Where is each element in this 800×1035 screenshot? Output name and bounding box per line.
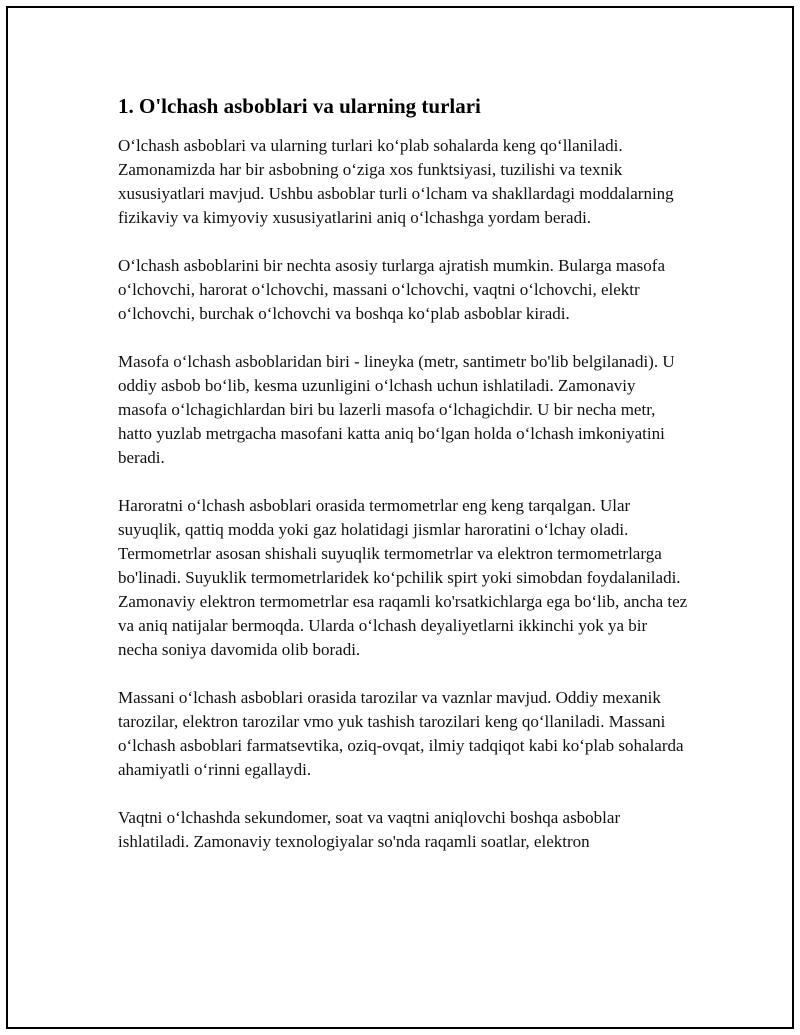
- paragraph-distance: Masofa o‘lchash asboblaridan biri - lineyka (metr, santimetr bo'lib belgilanadi). U oddiy asbob bo‘lib, kesma uzunligini o‘lchash uchun ishlatiladi. Zamonaviy masofa o‘lchagichlardan biri bu lazerli masofa o‘lchagichdir. U bir necha metr, hatto yuzlab metrgacha masofani katta aniq bo‘lgan holda o‘lchash imkoniyatini beradi.: [118, 352, 675, 467]
- section-heading: 1. O'lchash asboblari va ularning turlari: [118, 94, 481, 118]
- paragraph-intro: O‘lchash asboblari va ularning turlari ko‘plab sohalarda keng qo‘llaniladi. Zamonamizda har bir asbobning o‘ziga xos funktsiyasi, tuzilishi va texnik xususiyatlari mavjud. Ushbu asboblar turli o‘lcham va shakllardagi moddalarning fizikaviy va kimyoviy xususiyatlarini aniq o‘lchashga yordam beradi.: [118, 136, 674, 227]
- document-body: [118, 92, 688, 878]
- paragraph-mass: Massani o‘lchash asboblari orasida tarozilar va vaznlar mavjud. Oddiy mexanik tarozilar, elektron tarozilar vmo yuk tashish tarozilari keng qo‘llaniladi. Massani o‘lchash asboblari farmatsevtika, oziq-ovqat, ilmiy tadqiqot kabi ko‘plab sohalarda ahamiyatli o‘rinni egallaydi.: [118, 688, 684, 779]
- paragraph-temperature: Haroratni o‘lchash asboblari orasida termometrlar eng keng tarqalgan. Ular suyuqlik, qattiq modda yoki gaz holatidagi jismlar haroratini o‘lchay oladi. Termometrlar asosan shishali suyuqlik termometrlar va elektron termometrlarga bo'linadi. Suyuklik termometrlaridek ko‘pchilik spirt yoki simobdan foydalaniladi. Zamonaviy elektron termometrlar esa raqamli ko'rsatkichlarga ega bo‘lib, ancha tez va aniq natijalar bermoqda. Ularda o‘lchash deyaliyetlarni ikkinchi yok ya bir necha soniya davomida olib boradi.: [118, 496, 688, 659]
- paragraph-types: O‘lchash asboblarini bir nechta asosiy turlarga ajratish mumkin. Bularga masofa o‘lchovchi, harorat o‘lchovchi, massani o‘lchovchi, vaqtni o‘lchovchi, elektr o‘lchovchi, burchak o‘lchovchi va boshqa ko‘plab asboblar kiradi.: [118, 256, 666, 323]
- paragraph-time: Vaqtni o‘lchashda sekundomer, soat va vaqtni aniqlovchi boshqa asboblar ishlatiladi. Zamonaviy texnologiyalar so'nda raqamli soatlar, elektron: [118, 808, 621, 851]
